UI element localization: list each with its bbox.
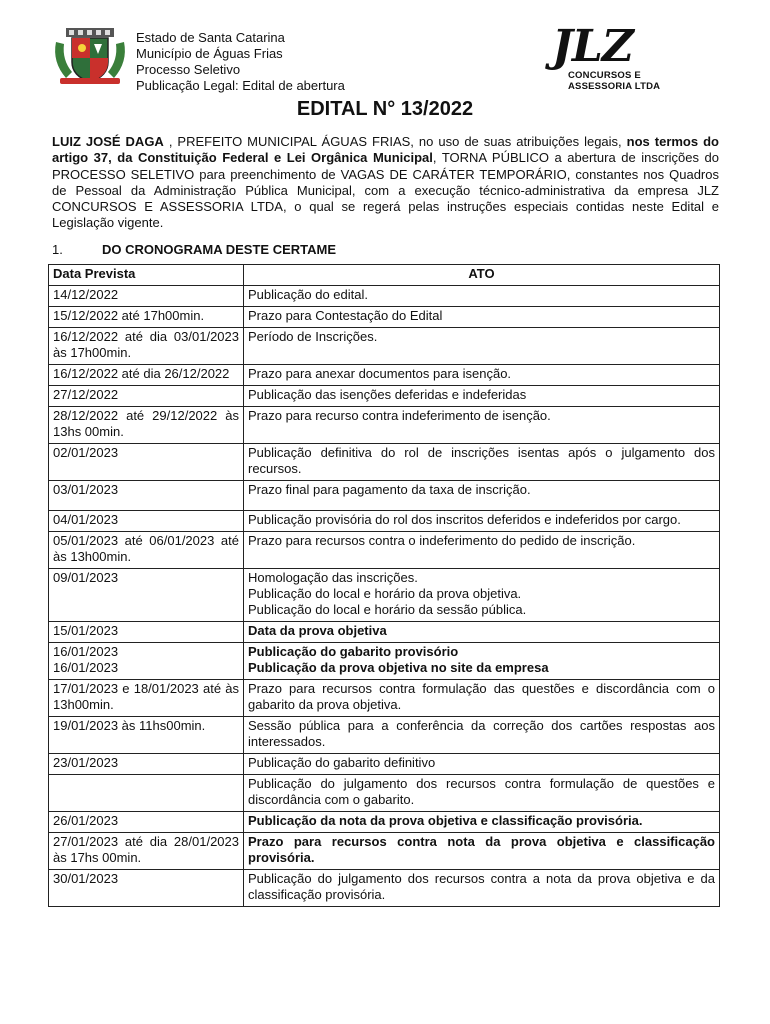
ato-text: Publicação do edital. [248,287,368,302]
cell-ato [244,444,720,481]
table-row [49,532,720,569]
date-text: 04/01/2023 [53,512,119,527]
mayor-name: LUIZ JOSÉ DAGA [52,134,164,149]
cell-date [49,569,244,622]
cell-ato [244,481,720,511]
cell-date [49,680,244,717]
cell-ato [244,833,720,870]
table-row [49,717,720,754]
date-text: 15/01/2023 [53,623,119,638]
ato-text: Homologação das inscrições. [248,570,418,585]
table-row [49,622,720,643]
section-title: DO CRONOGRAMA DESTE CERTAME [102,242,336,257]
date-text: 16/12/2022 até dia 26/12/2022 [53,366,230,381]
cell-ato [244,386,720,407]
intro-part-2: , TORNA PÚBLICO a abertura de inscrições do PROCESSO SELETIVO para preenchimento de VAGAS DE CARÁTER TEMPORÁRIO, constantes nos Quadros de Pessoal da Administração Pública Municipal, com a execução técnico-administrativa da empresa JLZ CONCURSOS E ASSESSORIA LTDA, o qual se regerá pelas instruções especiais contidas neste Edital e Legislação vigente. [52,150,719,231]
table-row [49,365,720,386]
date-text: 26/01/2023 [53,813,119,828]
ato-text: Sessão pública para a conferência da correção dos cartões respostas aos interessados. [248,718,715,749]
cell-ato [244,286,720,307]
date-text: 16/12/2022 até dia 03/01/2023 às 17h00min. [53,329,239,360]
cell-ato [244,328,720,365]
cell-ato [244,365,720,386]
cell-date [49,328,244,365]
ato-text: Publicação do local e horário da prova objetiva. [248,586,522,601]
cell-date [49,532,244,569]
cell-date [49,365,244,386]
cell-date [49,643,244,680]
cell-date [49,870,244,907]
date-text: 15/12/2022 até 17h00min. [53,308,205,323]
ato-text: Publicação provisória do rol dos inscritos deferidos e indeferidos por cargo. [248,512,681,527]
ato-text: Publicação do gabarito definitivo [248,755,436,770]
header-ato: ATO [244,265,720,286]
ato-text: Prazo para recursos contra formulação das questões e discordância com o gabarito da prova objetiva. [248,681,715,712]
header-lines [136,30,345,94]
date-text: 30/01/2023 [53,871,119,886]
date-text: 28/12/2022 até 29/12/2022 às 13hs 00min. [53,408,239,439]
ato-text: Prazo para recurso contra indeferimento de isenção. [248,408,551,423]
section-number: 1. [52,242,63,257]
ato-text: Publicação das isenções deferidas e indeferidas [248,387,527,402]
cell-date [49,407,244,444]
table-row [49,286,720,307]
schedule-body [49,286,720,907]
cell-date [49,386,244,407]
document-header [52,21,722,98]
ato-text: Prazo para recursos contra o indeferimento do pedido de inscrição. [248,533,636,548]
table-row [49,870,720,907]
cell-date [49,812,244,833]
cell-ato [244,717,720,754]
header-date: Data Prevista [49,265,244,286]
cell-ato [244,532,720,569]
date-text: 03/01/2023 [53,482,119,497]
table-row [49,481,720,511]
table-row [49,386,720,407]
table-row [49,328,720,365]
date-text: 17/01/2023 e 18/01/2023 até às 13h00min. [53,681,239,712]
edital-title: EDITAL N° 13/2022 [296,98,474,120]
table-row [49,511,720,532]
cell-date [49,833,244,870]
date-text: 19/01/2023 às 11hs00min. [53,718,206,733]
ato-text: Período de Inscrições. [248,329,378,344]
cell-date [49,511,244,532]
date-text: 27/12/2022 [53,387,119,402]
intro-part-1: , PREFEITO MUNICIPAL ÁGUAS FRIAS, no uso de suas atribuições legais, [163,134,627,149]
municipal-coat-of-arms-icon [52,28,128,86]
date-text: 05/01/2023 até 06/01/2023 até às 13h00min. [53,533,239,564]
cell-ato [244,870,720,907]
table-row [49,833,720,870]
intro-paragraph [52,134,719,232]
cell-ato [244,511,720,532]
table-header-row [49,265,720,286]
cell-date [49,622,244,643]
cell-ato [244,680,720,717]
ato-text: Publicação da nota da prova objetiva e classificação provisória. [248,813,643,828]
logo-subtitle [568,70,660,92]
header-publication: Publicação Legal: Edital de abertura [136,78,345,93]
jlz-logo [548,21,698,92]
table-row [49,444,720,481]
cell-date [49,307,244,328]
cell-ato [244,643,720,680]
cell-date [49,717,244,754]
date-text: 14/12/2022 [53,287,119,302]
table-row [49,643,720,680]
date-text: 16/01/2023 [53,644,119,659]
cell-ato [244,812,720,833]
table-row [49,754,720,775]
logo-main-text: JLZ [552,21,633,72]
section-heading [52,242,336,257]
logo-sub-line-2: ASSESSORIA LTDA [568,81,661,92]
logo-sub-line-1: CONCURSOS E [568,70,641,81]
ato-text: Prazo para recursos contra nota da prova objetiva e classificação provisória. [248,834,715,865]
cell-date [49,481,244,511]
date-text: 09/01/2023 [53,570,119,585]
ato-text: Publicação definitiva do rol de inscrições isentas após o julgamento dos recursos. [248,445,715,476]
cell-ato [244,754,720,775]
cell-ato [244,622,720,643]
ato-text: Data da prova objetiva [248,623,387,638]
table-row [49,680,720,717]
cell-ato [244,569,720,622]
table-row [49,407,720,444]
ato-text: Publicação do julgamento dos recursos contra formulação de questões e discordância com o gabarito. [248,776,715,807]
table-row [49,307,720,328]
header-process: Processo Seletivo [136,62,241,77]
cell-ato [244,307,720,328]
cell-ato [244,407,720,444]
table-row [49,775,720,812]
table-row [49,569,720,622]
ato-text: Publicação da prova objetiva no site da empresa [248,660,549,675]
date-text: 16/01/2023 [53,660,119,675]
ato-text: Prazo para Contestação do Edital [248,308,443,323]
ato-text: Publicação do gabarito provisório [248,644,459,659]
cell-date [49,754,244,775]
header-state: Estado de Santa Catarina [136,30,285,45]
cell-date [49,444,244,481]
intro-legal-basis: nos termos do artigo 37, da Constituição Federal e Lei Orgânica Municipal [52,134,719,166]
table-row [49,812,720,833]
header-municipality: Município de Águas Frias [136,46,283,61]
date-text: 02/01/2023 [53,445,119,460]
ato-text: Prazo final para pagamento da taxa de inscrição. [248,482,531,497]
cell-date [49,775,244,812]
ato-text: Publicação do local e horário da sessão pública. [248,602,527,617]
ato-text: Prazo para anexar documentos para isenção. [248,366,512,381]
date-text: 27/01/2023 até dia 28/01/2023 às 17hs 00min. [53,834,239,865]
cell-date [49,286,244,307]
date-text: 23/01/2023 [53,755,119,770]
cell-ato [244,775,720,812]
schedule-table [48,264,720,907]
ato-text: Publicação do julgamento dos recursos contra a nota da prova objetiva e da classificação provisória. [248,871,715,902]
